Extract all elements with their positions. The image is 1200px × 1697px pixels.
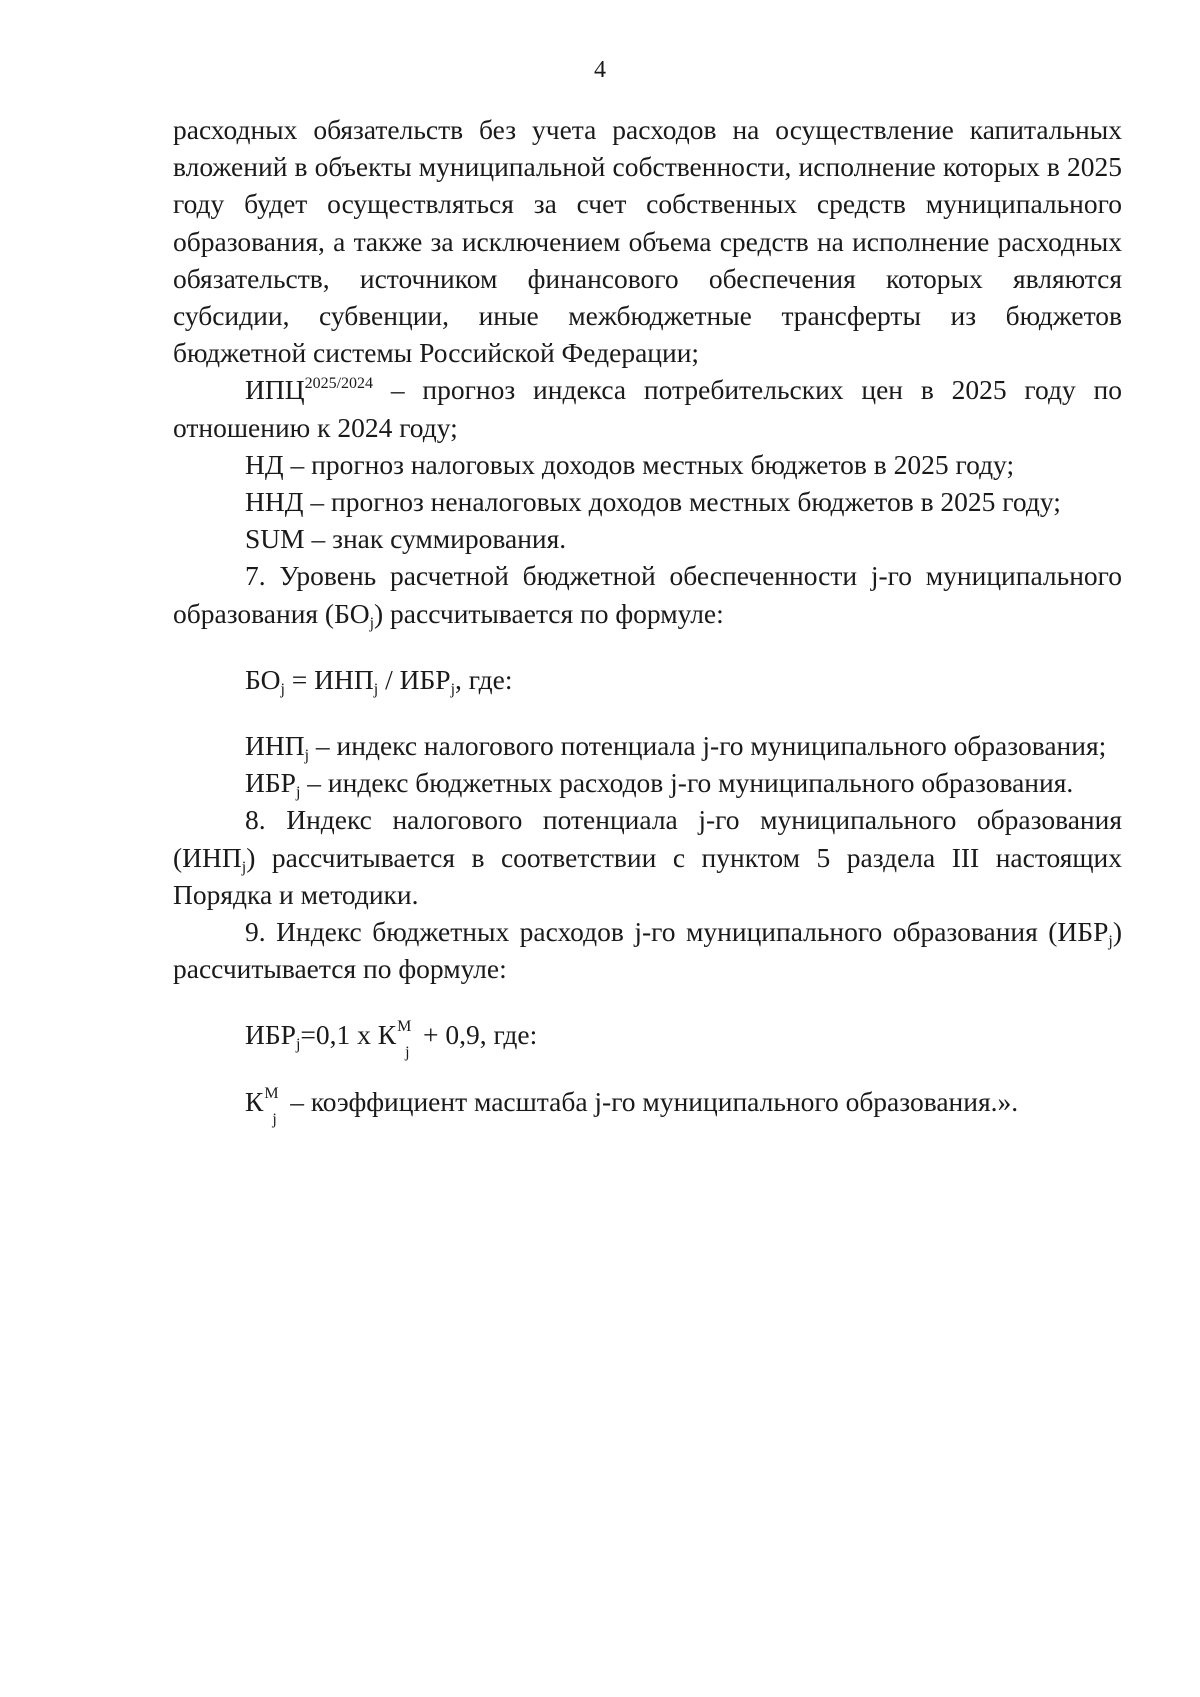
formula-ibr-lhs-sub: j: [295, 1036, 301, 1054]
km-sup: М: [264, 1084, 279, 1102]
item-7-subscript: j: [369, 614, 375, 632]
formula-bo-sub: j: [280, 680, 285, 698]
formula-inp-sub: j: [373, 680, 379, 698]
ibr-description: – индекс бюджетных расходов j-го муниципального образования.: [300, 767, 1074, 799]
item-9-paragraph: [173, 913, 1122, 987]
ipc-symbol: ИПЦ: [245, 374, 305, 406]
item-8-subscript: j: [241, 858, 247, 876]
ibr-subscript: j: [295, 784, 301, 802]
formula-ibr-term: / ИБР: [378, 663, 451, 695]
page-number: 4: [594, 57, 606, 83]
formula-km-indices: [396, 1018, 416, 1062]
km-definition: [173, 1083, 1122, 1128]
km-sub: j: [272, 1110, 277, 1128]
item-9-subscript: j: [1108, 933, 1113, 951]
km-description: – коэффициент масштаба j-го муниципального образования.».: [283, 1085, 1019, 1117]
formula-ibr: [173, 1016, 1122, 1062]
formula-bo-tail: , где:: [455, 663, 513, 695]
ipc-description: – прогноз индекса потребительских цен в 2025 году по отношению к 2024 году;: [173, 374, 1122, 443]
item-8-paragraph: [173, 801, 1122, 913]
item-7-text-a: 7. Уровень расчетной бюджетной обеспеченности j-го муниципального образования (БО: [173, 560, 1122, 629]
nd-definition: НД – прогноз налоговых доходов местных бюджетов в 2025 году;: [245, 448, 1015, 480]
formula-bo: [173, 661, 1122, 698]
formula-ibr-lhs: ИБР: [245, 1019, 296, 1051]
formula-ibr-sub: j: [450, 680, 456, 698]
intro-paragraph: расходных обязательств без учета расходов на осуществление капитальных вложений в объекты муниципальной собственности, исполнение которых в 2025 году будет осуществляться за счет собственных средств муниципального образования, а также за исключением объема средств на исполнение расходных обязательств, источником финансового обеспечения которых являются субсидии, субвенции, иные межбюджетные трансферты из бюджетов бюджетной системы Российской Федерации;: [173, 114, 1122, 369]
formula-ibr-coef: =0,1 x К: [300, 1019, 397, 1051]
ibr-definition: [173, 764, 1122, 801]
formula-km-sub: j: [405, 1044, 410, 1062]
item-9-text-a: 9. Индекс бюджетных расходов j-го муниципального образования (ИБР: [245, 916, 1109, 948]
km-symbol: К: [245, 1085, 264, 1117]
ipc-definition: [173, 371, 1122, 445]
item-8-text-b: ) рассчитывается в соответствии с пунктом 5 раздела III настоящих Порядка и методики.: [173, 841, 1122, 910]
ibr-symbol: ИБР: [245, 767, 296, 799]
formula-inp-term: = ИНП: [284, 663, 374, 695]
km-indices: [263, 1084, 283, 1128]
item-7-text-b: ) рассчитывается по формуле:: [374, 597, 724, 629]
item-9-text-b: ) рассчитывается по формуле:: [173, 916, 1122, 985]
inp-subscript: j: [304, 747, 310, 765]
formula-bo-term: БО: [245, 663, 281, 695]
item-7-paragraph: [173, 557, 1122, 631]
sum-definition: SUM – знак суммирования.: [245, 523, 567, 555]
item-8-text-a: 8. Индекс налогового потенциала j-го муниципального образования (ИНП: [173, 804, 1122, 873]
document-body: [173, 111, 1122, 1128]
formula-km-sup: М: [397, 1018, 412, 1036]
ipc-superscript: 2025/2024: [304, 375, 374, 393]
formula-ibr-tail: + 0,9, где:: [416, 1019, 538, 1051]
inp-description: – индекс налогового потенциала j-го муниципального образования;: [309, 730, 1107, 762]
inp-symbol: ИНП: [245, 730, 305, 762]
inp-definition: [173, 727, 1122, 764]
nnd-definition: ННД – прогноз неналоговых доходов местных бюджетов в 2025 году;: [245, 486, 1061, 518]
